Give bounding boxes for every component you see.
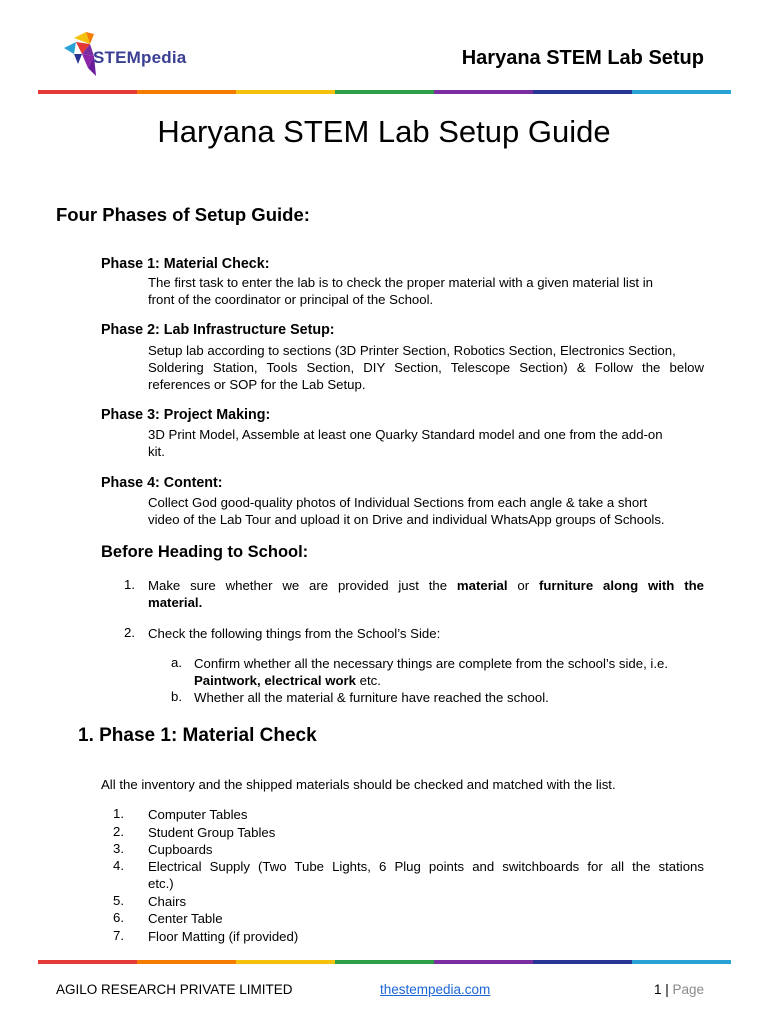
list-number: 7.	[113, 928, 124, 943]
material-item: Floor Matting (if provided)	[148, 929, 299, 944]
phase3-title: Phase 3: Project Making:	[101, 407, 271, 423]
footer-page-number: 1 | Page	[653, 982, 704, 997]
phase4-line1: Collect God good-quality photos of Individual Sections from each angle & take a short	[148, 495, 648, 510]
section1-intro: All the inventory and the shipped materials should be checked and matched with the list.	[101, 777, 616, 792]
list-number: 1.	[113, 806, 124, 821]
logo-text: STEMpedia	[93, 48, 187, 67]
list-number: 6.	[113, 910, 124, 925]
list-number: 4.	[113, 858, 124, 873]
before-item1-line2: material.	[148, 595, 203, 610]
material-item: Electrical Supply (Two Tube Lights, 6 Plug points and switchboards for all the stations	[148, 859, 704, 874]
header-title: Haryana STEM Lab Setup	[461, 47, 704, 69]
document-title: Haryana STEM Lab Setup Guide	[157, 114, 611, 149]
list-number: 5.	[113, 893, 124, 908]
material-item: Computer Tables	[148, 807, 248, 822]
list-number: 3.	[113, 841, 124, 856]
phase4-title: Phase 4: Content:	[101, 475, 223, 491]
phase2-line3: references or SOP for the Lab Setup.	[148, 377, 366, 392]
four-phases-heading: Four Phases of Setup Guide:	[56, 204, 310, 225]
material-item: Chairs	[148, 894, 187, 909]
phase3-line1: 3D Print Model, Assemble at least one Quarky Standard model and one from the add-on	[148, 427, 663, 442]
list-letter: b.	[171, 689, 182, 704]
footer-company: AGILO RESEARCH PRIVATE LIMITED	[56, 982, 293, 997]
before-item1-line1: Make sure whether we are provided just the material or furniture along with the	[148, 578, 704, 593]
material-item: Student Group Tables	[148, 825, 276, 840]
phase1-line1: The first task to enter the lab is to check the proper material with a given material list in	[148, 275, 654, 290]
list-letter: a.	[171, 655, 182, 670]
phase1-title: Phase 1: Material Check:	[101, 256, 270, 272]
list-number: 2.	[124, 625, 135, 640]
phase4-line2: video of the Lab Tour and upload it on Drive and individual WhatsApp groups of Schools.	[148, 512, 665, 527]
before-item2: Check the following things from the School’s Side:	[148, 626, 441, 641]
before-sub-b: Whether all the material & furniture have reached the school.	[194, 690, 549, 705]
phase2-title: Phase 2: Lab Infrastructure Setup:	[101, 322, 335, 338]
before-sub-a-line2: Paintwork, electrical work etc.	[194, 673, 381, 688]
footer-divider	[38, 960, 731, 964]
section1-heading: 1. Phase 1: Material Check	[78, 725, 317, 746]
phase2-line2: Soldering Station, Tools Section, DIY Section, Telescope Section) & Follow the below	[148, 360, 704, 375]
phase3-line2: kit.	[148, 444, 165, 459]
footer-website-link[interactable]: thestempedia.com	[380, 982, 491, 997]
list-number: 2.	[113, 824, 124, 839]
before-heading: Before Heading to School:	[101, 543, 309, 561]
header-divider	[38, 90, 731, 94]
material-item-continued: etc.)	[148, 876, 174, 891]
phase2-line1: Setup lab according to sections (3D Printer Section, Robotics Section, Electronics Section,	[148, 343, 676, 358]
material-item: Cupboards	[148, 842, 213, 857]
list-number: 1.	[124, 577, 135, 592]
before-sub-a-line1: Confirm whether all the necessary things are complete from the school’s side, i.e.	[194, 656, 668, 671]
phase1-line2: front of the coordinator or principal of the School.	[148, 292, 434, 307]
material-item: Center Table	[148, 911, 223, 926]
